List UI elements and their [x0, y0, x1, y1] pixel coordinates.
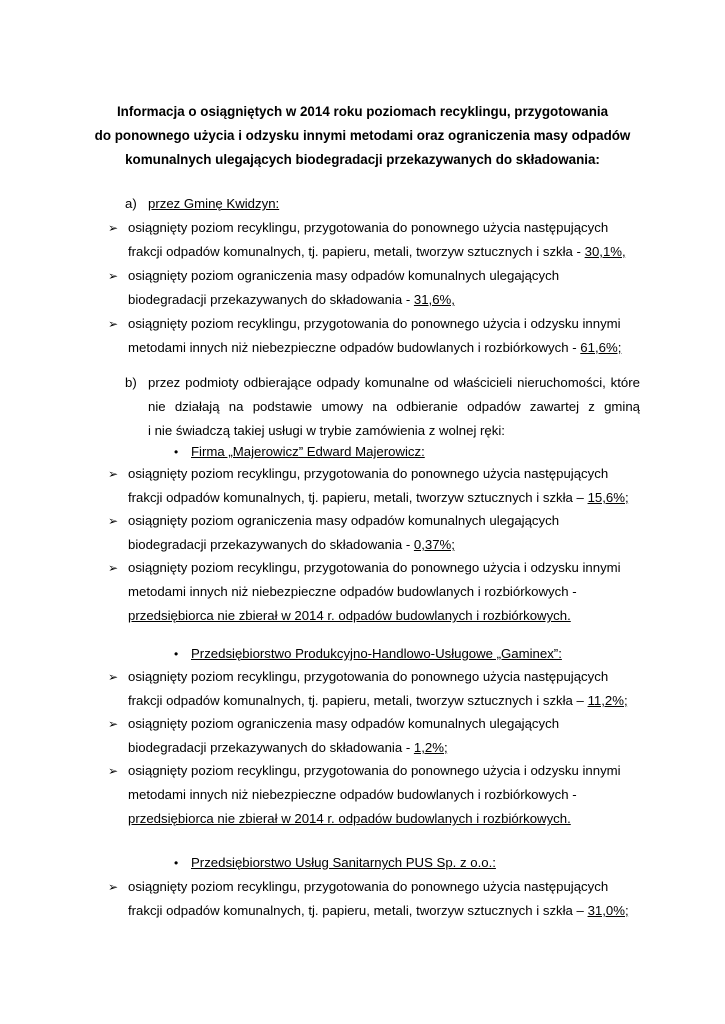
item-text: frakcji odpadów komunalnych, tj. papieru, metali, tworzyw sztucznych i szkła – 15,6%;	[128, 490, 629, 505]
section-b-text: przez podmioty odbierające odpady komunalne od właścicieli nieruchomości, które nie działają na podstawie umowy na odbieranie odpadów zawartej z gminą i nie świadczą takiej usługi w trybie zamówienia z wolnej ręki:	[148, 375, 640, 438]
item-text: osiągnięty poziom ograniczenia masy odpadów komunalnych ulegających	[128, 268, 560, 283]
item-text: osiągnięty poziom recyklingu, przygotowania do ponownego użycia i odzysku innymi	[128, 763, 621, 778]
item-text: metodami innych niż niebezpieczne odpadów budowlanych i rozbiórkowych - 61,6%;	[128, 340, 622, 355]
item-text: frakcji odpadów komunalnych, tj. papieru, metali, tworzyw sztucznych i szkła - 30,1%,	[128, 244, 626, 259]
item-note: przedsiębiorca nie zbierał w 2014 r. odpadów budowlanych i rozbiórkowych.	[128, 608, 571, 623]
item-text: biodegradacji przekazywanych do składowania - 0,37%;	[128, 537, 455, 552]
item-text: osiągnięty poziom ograniczenia masy odpadów komunalnych ulegających	[128, 513, 560, 528]
arrow-bullet-icon: ➢	[108, 561, 119, 575]
arrow-bullet-icon: ➢	[108, 221, 119, 235]
item-value: 0,37%;	[413, 537, 455, 552]
item-text: biodegradacji przekazywanych do składowania - 31,6%,	[128, 292, 455, 307]
item-text: osiągnięty poziom recyklingu, przygotowania do ponownego użycia następujących	[128, 669, 609, 684]
item-text: metodami innych niż niebezpieczne odpadów budowlanych i rozbiórkowych -	[128, 584, 577, 599]
section-a-label: przez Gminę Kwidzyn:	[148, 196, 280, 211]
item-text: osiągnięty poziom recyklingu, przygotowania do ponownego użycia następujących	[128, 879, 609, 894]
arrow-bullet-icon: ➢	[108, 269, 119, 283]
item-note: przedsiębiorca nie zbierał w 2014 r. odpadów budowlanych i rozbiórkowych.	[128, 811, 571, 826]
item-text: osiągnięty poziom recyklingu, przygotowania do ponownego użycia następujących	[128, 466, 609, 481]
item-value: 11,2%;	[587, 693, 628, 708]
item-text: metodami innych niż niebezpieczne odpadów budowlanych i rozbiórkowych -	[128, 787, 577, 802]
arrow-bullet-icon: ➢	[108, 670, 119, 684]
item-value: 31,0%;	[587, 903, 629, 918]
item-text: osiągnięty poziom recyklingu, przygotowania do ponownego użycia i odzysku innymi	[128, 560, 621, 575]
item-text: osiągnięty poziom recyklingu, przygotowania do ponownego użycia i odzysku innymi	[128, 316, 621, 331]
company-name: Przedsiębiorstwo Produkcyjno-Handlowo-Usługowe „Gaminex”:	[191, 646, 562, 661]
title-line-1: Informacja o osiągniętych w 2014 roku poziomach recyklingu, przygotowania	[116, 104, 609, 119]
section-b-marker: b)	[125, 375, 137, 390]
company-name: Firma „Majerowicz” Edward Majerowicz:	[191, 444, 425, 459]
arrow-bullet-icon: ➢	[108, 717, 119, 731]
bullet-icon: •	[174, 856, 179, 870]
item-text: osiągnięty poziom recyklingu, przygotowania do ponownego użycia następujących	[128, 220, 609, 235]
item-value: 1,2%;	[413, 740, 448, 755]
arrow-bullet-icon: ➢	[108, 514, 119, 528]
arrow-bullet-icon: ➢	[108, 317, 119, 331]
section-a-marker: a)	[125, 196, 137, 211]
item-value: 31,6%,	[413, 292, 455, 307]
arrow-bullet-icon: ➢	[108, 880, 119, 894]
company-name: Przedsiębiorstwo Usług Sanitarnych PUS Sp. z o.o.:	[191, 855, 496, 870]
title-line-2: do ponownego użycia i odzysku innymi metodami oraz ograniczenia masy odpadów	[94, 128, 631, 143]
item-value: 15,6%;	[587, 490, 629, 505]
item-value: 30,1%,	[584, 244, 626, 259]
arrow-bullet-icon: ➢	[108, 764, 119, 778]
title-line-3: komunalnych ulegających biodegradacji przekazywanych do składowania:	[125, 152, 600, 167]
item-text: biodegradacji przekazywanych do składowania - 1,2%;	[128, 740, 448, 755]
document-title	[0, 100, 725, 172]
item-text: osiągnięty poziom ograniczenia masy odpadów komunalnych ulegających	[128, 716, 560, 731]
bullet-icon: •	[174, 445, 179, 459]
item-text: frakcji odpadów komunalnych, tj. papieru, metali, tworzyw sztucznych i szkła – 31,0%;	[128, 903, 629, 918]
bullet-icon: •	[174, 647, 179, 661]
item-value: 61,6%;	[580, 340, 622, 355]
arrow-bullet-icon: ➢	[108, 467, 119, 481]
item-text: frakcji odpadów komunalnych, tj. papieru, metali, tworzyw sztucznych i szkła – 11,2%;	[128, 693, 628, 708]
